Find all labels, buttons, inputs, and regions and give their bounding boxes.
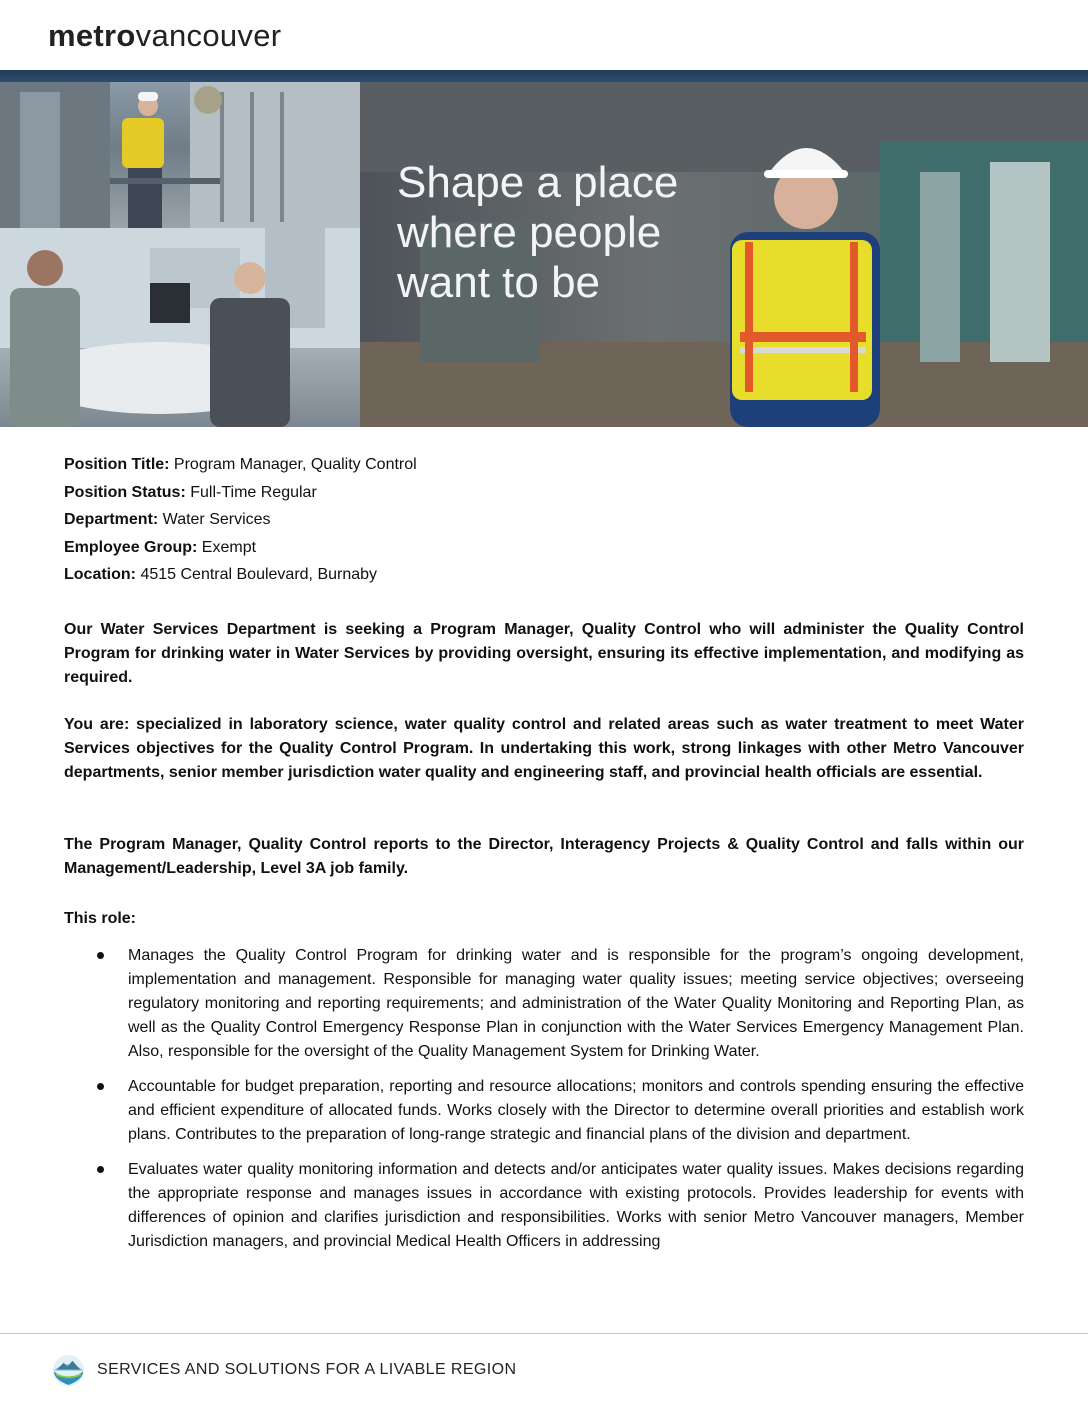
field-value: Exempt	[197, 538, 257, 556]
footer-divider	[0, 1333, 1088, 1334]
position-details	[64, 451, 1024, 589]
field-label: Employee Group:	[64, 538, 198, 556]
reporting-text: The Program Manager, Quality Control reports to the Director, Interagency Projects & Quality Control and falls within our Management/Leadership, Level 3A job family.	[64, 836, 1024, 877]
intro-paragraph	[64, 618, 1024, 690]
field-value: Program Manager, Quality Control	[169, 456, 417, 473]
reporting-paragraph	[64, 833, 1024, 881]
role-heading: This role:	[64, 910, 137, 927]
metro-vancouver-emblem-icon	[52, 1354, 85, 1387]
hero-photo-office-meeting	[0, 228, 360, 427]
role-bullet-list	[64, 944, 1024, 1254]
qualifications-paragraph	[64, 713, 1024, 785]
bullet-icon	[97, 1083, 104, 1090]
location-line	[64, 561, 1024, 589]
hero-headline-line-1: Shape a place	[397, 158, 679, 207]
hero-headline-line-2: where people	[397, 208, 662, 257]
hero-headline	[397, 158, 678, 308]
list-item	[64, 1158, 1024, 1254]
field-value: 4515 Central Boulevard, Burnaby	[136, 566, 378, 583]
field-value: Water Services	[158, 511, 271, 528]
logo-bold-text: metro	[48, 18, 136, 53]
list-item	[64, 944, 1024, 1064]
bullet-icon	[97, 1166, 104, 1173]
role-section	[64, 907, 1024, 1265]
field-label: Department:	[64, 511, 159, 528]
position-title-line	[64, 451, 1024, 479]
field-label: Position Status:	[64, 483, 186, 501]
intro-text: Our Water Services Department is seeking a Program Manager, Quality Control who will administer the Quality Control Program for drinking water in Water Services by providing oversight, ensuring its effective implementation, and modifying as required.	[64, 621, 1024, 686]
footer	[52, 1352, 516, 1388]
footer-tagline: SERVICES AND SOLUTIONS FOR A LIVABLE REGION	[97, 1361, 517, 1378]
list-item	[64, 1075, 1024, 1147]
bullet-text: Accountable for budget preparation, reporting and resource allocations; monitors and controls spending ensuring the effective and efficient expenditure of allocated funds. Works closely with the Director to determine overall priorities and establish work plans. Contributes to the preparation of long-range strategic and financial plans of the division and department.	[128, 1078, 1024, 1143]
department-line	[64, 506, 1024, 534]
logo-light-text: vancouver	[135, 18, 282, 53]
position-status-line	[64, 479, 1024, 507]
header	[48, 16, 281, 60]
field-value: Full-Time Regular	[185, 483, 317, 501]
hero-photo-worker-on-platform	[0, 82, 360, 228]
field-label: Position Title:	[64, 456, 170, 473]
employee-group-line	[64, 534, 1024, 562]
header-bar	[0, 70, 1088, 82]
bullet-text: Manages the Quality Control Program for drinking water and is responsible for the program’s ongoing development, implementation and management. Responsible for managing water quality issues; meeting service objectives; overseeing regulatory monitoring and reporting requirements; and administration of the Water Quality Monitoring and Reporting Plan, as well as the Quality Control Emergency Response Plan in conjunction with the Water Services Emergency Management Plan. Also, responsible for the oversight of the Quality Management System for Drinking Water.	[128, 947, 1024, 1060]
qualifications-text: You are: specialized in laboratory science, water quality control and related areas such as water treatment to meet Water Services objectives for the Quality Control Program. In undertaking this work, strong linkages with other Metro Vancouver departments, senior member jurisdiction water quality and engineering staff, and provincial health officials are essential.	[64, 716, 1024, 781]
metro-vancouver-logo	[48, 16, 281, 56]
field-label: Location:	[64, 566, 136, 583]
bullet-icon	[97, 952, 104, 959]
bullet-text: Evaluates water quality monitoring information and detects and/or anticipates water quality issues. Makes decisions regarding the appropriate response and manages issues in accordance with existing protocols. Provides leadership for events with differences of opinion and clarifies jurisdiction and responsibilities. Works with senior Metro Vancouver managers, Member Jurisdiction managers, and provincial Medical Health Officers in addressing	[128, 1161, 1024, 1250]
hero-headline-line-3: want to be	[397, 258, 601, 307]
